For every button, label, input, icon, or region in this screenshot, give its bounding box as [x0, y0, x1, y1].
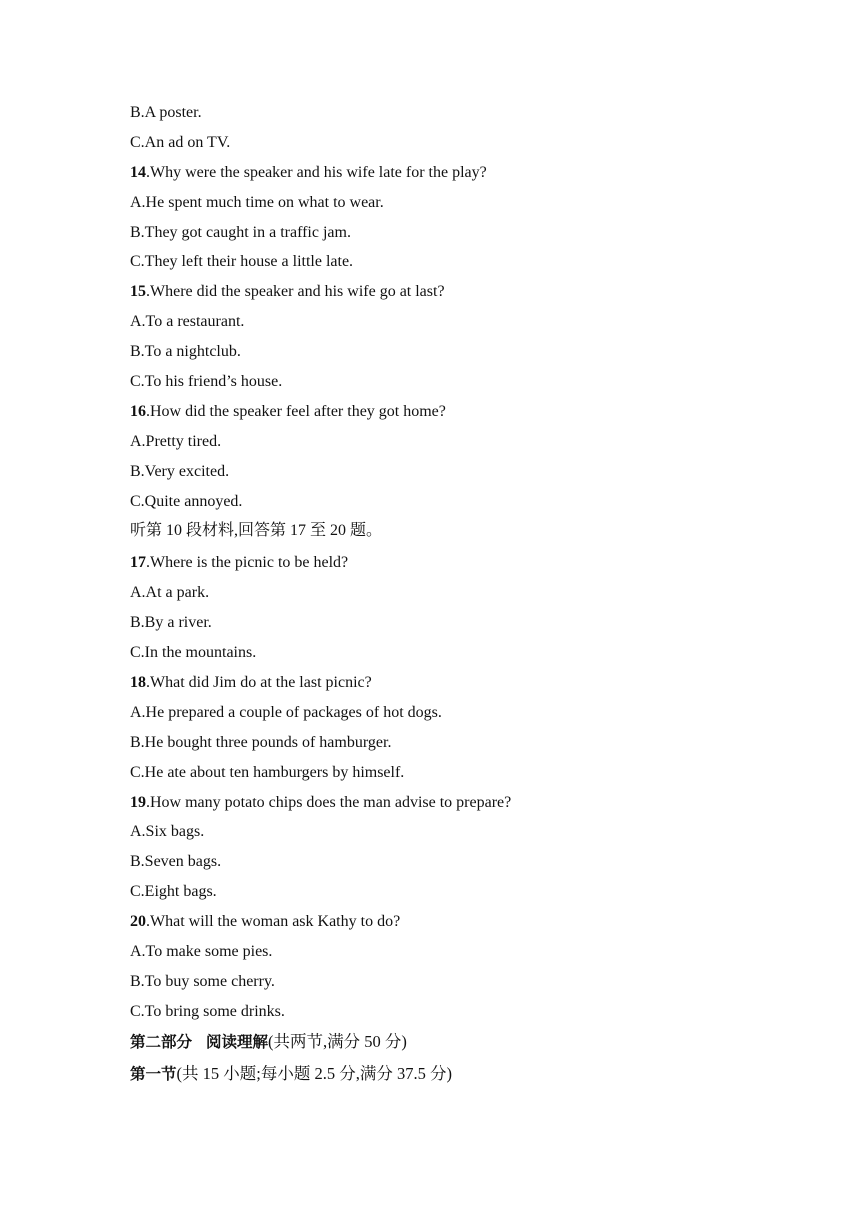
option-19b: B.Seven bags.	[130, 853, 222, 871]
option-20b: B.To buy some cherry.	[130, 972, 275, 990]
question-15	[130, 282, 770, 302]
question-20	[130, 912, 770, 932]
option-18a: A.He prepared a couple of packages of hot dogs.	[130, 703, 442, 721]
question-19	[130, 793, 770, 813]
question-number: 18	[130, 674, 146, 692]
question-number: 16	[130, 402, 146, 420]
part-two-heading	[130, 1032, 770, 1052]
option-15c: C.To his friend’s house.	[130, 373, 283, 391]
section-label: 第一节	[130, 1064, 177, 1083]
option-19c: C.Eight bags.	[130, 883, 217, 901]
question-text: .What did Jim do at the last picnic?	[146, 674, 372, 692]
question-text: .How many potato chips does the man advise to prepare?	[146, 793, 512, 811]
section-detail: (共 15 小题;每小题 2.5 分,满分 37.5 分)	[176, 1063, 452, 1083]
option-17c: C.In the mountains.	[130, 644, 257, 662]
part-title: 阅读理解	[206, 1032, 269, 1051]
part-detail: (共两节,满分 50 分)	[268, 1031, 407, 1051]
question-number: 17	[130, 554, 146, 572]
document-page	[130, 103, 770, 1096]
question-number: 15	[130, 283, 146, 301]
option-15a: A.To a restaurant.	[130, 313, 245, 331]
question-16	[130, 402, 770, 422]
question-number: 14	[130, 163, 146, 181]
question-number: 19	[130, 793, 146, 811]
option-14a: A.He spent much time on what to wear.	[130, 193, 384, 211]
option-13b: B.A poster.	[130, 104, 202, 121]
option-14b: B.They got caught in a traffic jam.	[130, 223, 351, 241]
question-number: 20	[130, 913, 146, 931]
option-17a: A.At a park.	[130, 584, 210, 602]
option-16c: C.Quite annoyed.	[130, 492, 243, 510]
question-text: .What will the woman ask Kathy to do?	[146, 913, 401, 931]
part-label: 第二部分	[130, 1032, 193, 1051]
question-text: .Why were the speaker and his wife late for the play?	[146, 163, 487, 181]
option-14c: C.They left their house a little late.	[130, 253, 354, 271]
section-instruction: 听第 10 段材料,回答第 17 至 20 题。	[130, 522, 383, 540]
question-text: .Where is the picnic to be held?	[146, 554, 349, 572]
option-19a: A.Six bags.	[130, 823, 205, 841]
option-16b: B.Very excited.	[130, 462, 230, 480]
option-17b: B.By a river.	[130, 614, 212, 632]
section-one-heading	[130, 1064, 770, 1084]
option-18b: B.He bought three pounds of hamburger.	[130, 733, 392, 751]
question-14	[130, 163, 770, 183]
option-20c: C.To bring some drinks.	[130, 1002, 285, 1020]
question-text: .How did the speaker feel after they got home?	[146, 402, 446, 420]
option-20a: A.To make some pies.	[130, 943, 273, 961]
option-16a: A.Pretty tired.	[130, 432, 222, 450]
question-18	[130, 673, 770, 693]
option-13c: C.An ad on TV.	[130, 133, 231, 151]
option-18c: C.He ate about ten hamburgers by himself.	[130, 763, 405, 781]
option-15b: B.To a nightclub.	[130, 343, 241, 361]
question-17	[130, 553, 770, 573]
question-text: .Where did the speaker and his wife go at last?	[146, 283, 445, 301]
